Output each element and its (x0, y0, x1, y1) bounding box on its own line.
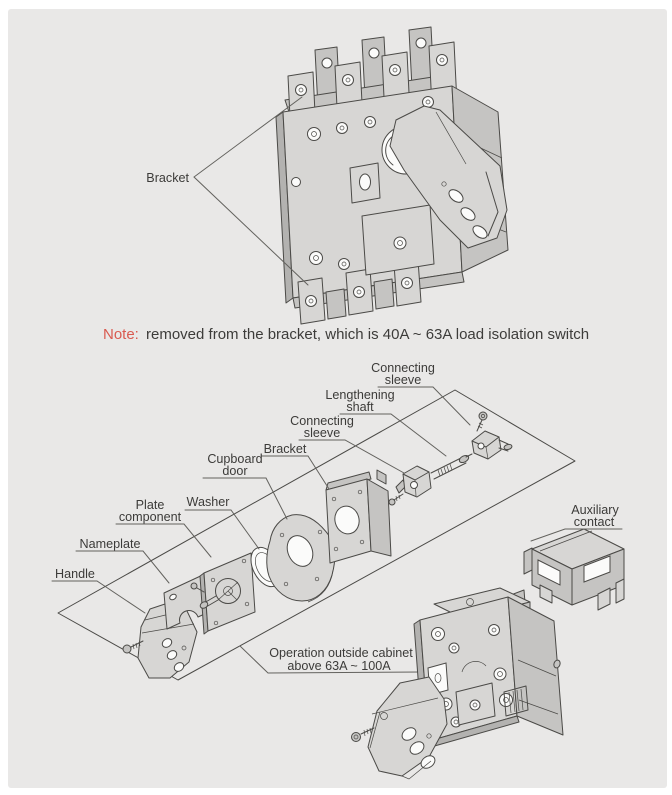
connecting-sleeve-top-line2: sleeve (384, 373, 422, 387)
connecting-sleeve-2-line2: sleeve (303, 426, 341, 440)
bracket-callout-label: Bracket (146, 171, 189, 185)
bracket-label-text: Bracket (263, 442, 307, 456)
connecting-sleeve-2-line1: Connecting (290, 414, 354, 428)
note-text: removed from the bracket, which is 40A ~ 63A load isolation switch (146, 326, 590, 343)
lengthening-shaft-line1: Lengthening (325, 388, 395, 402)
cupboard-door-line2: door (222, 464, 248, 478)
plate-component-line2: component (118, 510, 182, 524)
operation-label-line2: above 63A ~ 100A (287, 659, 391, 673)
lengthening-shaft-line2: shaft (346, 400, 374, 414)
front-panel-lower (362, 205, 434, 275)
plate-component-line1: Plate (135, 498, 165, 512)
auxiliary-contact-line1: Auxiliary (571, 503, 619, 517)
note-prefix: Note: (103, 326, 139, 343)
nameplate-label-text: Nameplate (79, 537, 141, 551)
operation-label-line1: Operation outside cabinet (269, 646, 413, 660)
auxiliary-contact-line2: contact (573, 515, 615, 529)
cupboard-door-line1: Cupboard (207, 452, 263, 466)
note-line (103, 326, 589, 343)
connecting-sleeve-top-line1: Connecting (371, 361, 435, 375)
washer-label-text: Washer (186, 495, 230, 509)
handle-label-text: Handle (55, 567, 95, 581)
